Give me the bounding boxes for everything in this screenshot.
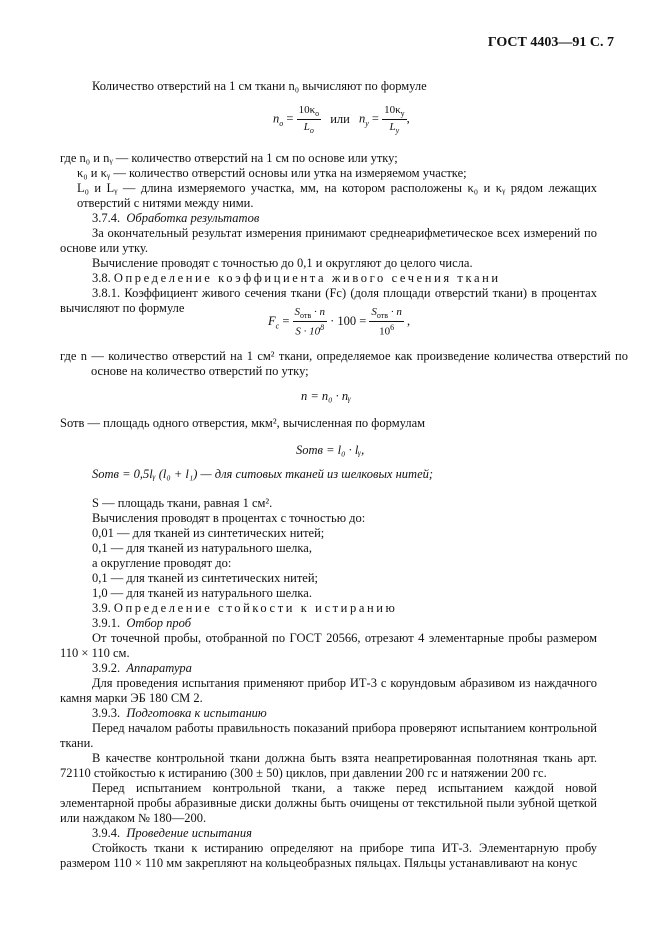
text-line: Вычисление проводят с точностью до 0,1 и округляют до целого числа. xyxy=(92,256,473,270)
text-line: 1,0 — для тканей из натурального шелка. xyxy=(92,586,312,600)
text-paragraph: Перед испытанием контрольной ткани, а также перед испытанием каждой новой элементарной пробы абразивные диски должны быть очищены от текстильной пыли зубной щеткой или наждаком № 180—200. xyxy=(60,781,597,825)
section-3-8: 3.8. Определение коэффициента живого сечения ткани xyxy=(92,271,501,285)
text-line: 0,01 — для тканей из синтетических нитей; xyxy=(92,526,325,540)
formula-live-section: $F_с$ = $\frac{S_{отв} \cdot n}{S \cdot 10^8}$ · 100 = $\frac{S_{отв} \cdot n}{10^6}$ , xyxy=(268,306,411,338)
text-paragraph: где n — количество отверстий на 1 см² ткани, определяемое как произведение количества отверстий по основе на количество отверстий по утку; xyxy=(60,349,628,378)
text-line: Количество отверстий на 1 см ткани n₀ вычисляют по формуле xyxy=(92,79,427,93)
text-line: Sотв = 0,5lᵧ (l₀ + l₁) — для ситовых тканей из шелковых нитей; xyxy=(92,467,434,481)
text-paragraph: 3.8.1. Коэффициент живого сечения ткани (Fc) (доля площади отверстий ткани) в процентах вычисляют по формуле xyxy=(60,286,597,315)
section-3-9-2: 3.9.2. Аппаратура xyxy=(92,661,192,675)
formula-n: n = n₀ · nᵧ xyxy=(301,389,352,403)
text-paragraph: Стойкость ткани к истиранию определяют на приборе типа ИТ-3. Элементарную пробу размером 110 × 110 мм закрепляют на кольцеобразных пяльцах. Пяльцы устанавливают на конус xyxy=(60,841,597,870)
section-3-9-3: 3.9.3. Подготовка к испытанию xyxy=(92,706,267,720)
text-line: 0,1 — для тканей из синтетических нитей; xyxy=(92,571,319,585)
page-header: ГОСТ 4403—91 С. 7 xyxy=(487,35,614,50)
text-line: 0,1 — для тканей из натурального шелка, xyxy=(92,541,312,555)
section-3-9: 3.9. Определение стойкости к истиранию xyxy=(92,601,398,615)
text-line: κ₀ и κᵧ — количество отверстий основы или утка на измеряемом участке; xyxy=(77,166,467,180)
text-line: Sотв — площадь одного отверстия, мкм², вычисленная по формулам xyxy=(60,416,426,430)
text-paragraph: L₀ и Lᵧ — длина измеряемого участка, мм, на котором расположены κ₀ и κᵧ рядом лежащих отверстий с нитями между ними. xyxy=(77,181,597,210)
formula-holes-count: $n_о$ = $\frac{10\kappa_о}{L_о}$ или $n_у$ = $\frac{10\kappa_у}{L_у}$ , xyxy=(273,104,410,136)
text-paragraph: В качестве контрольной ткани должна быть взята неапретированная полотняная ткань арт. 72110 стойкостью к истиранию (300 ± 50) циклов, при давлении 200 гс и натяжении 200 гс. xyxy=(60,751,597,780)
text-line: где n₀ и nᵧ — количество отверстий на 1 см по основе или утку; xyxy=(60,151,398,165)
text-paragraph: Для проведения испытания применяют прибор ИТ-3 с корундовым абразивом из наждачного камня марки ЭБ 180 СМ 2. xyxy=(60,676,597,705)
text-line: Вычисления проводят в процентах с точностью до: xyxy=(92,511,366,525)
formula-s-hole: Sотв = l₀ · lᵧ, xyxy=(296,443,365,457)
text-paragraph: От точечной пробы, отобранной по ГОСТ 20566, отрезают 4 элементарные пробы размером 110 × 110 см. xyxy=(60,631,597,660)
text-line: S — площадь ткани, равная 1 см². xyxy=(92,496,273,510)
section-3-7-4: 3.7.4. Обработка результатов xyxy=(92,211,260,225)
text-paragraph: Перед началом работы правильность показаний прибора проверяют испытанием контрольной ткани. xyxy=(60,721,597,750)
section-3-9-4: 3.9.4. Проведение испытания xyxy=(92,826,252,840)
section-3-9-1: 3.9.1. Отбор проб xyxy=(92,616,192,630)
text-paragraph: За окончательный результат измерения принимают среднеарифметическое всех измерений по основе или утку. xyxy=(60,226,597,255)
text-line: а округление проводят до: xyxy=(92,556,232,570)
